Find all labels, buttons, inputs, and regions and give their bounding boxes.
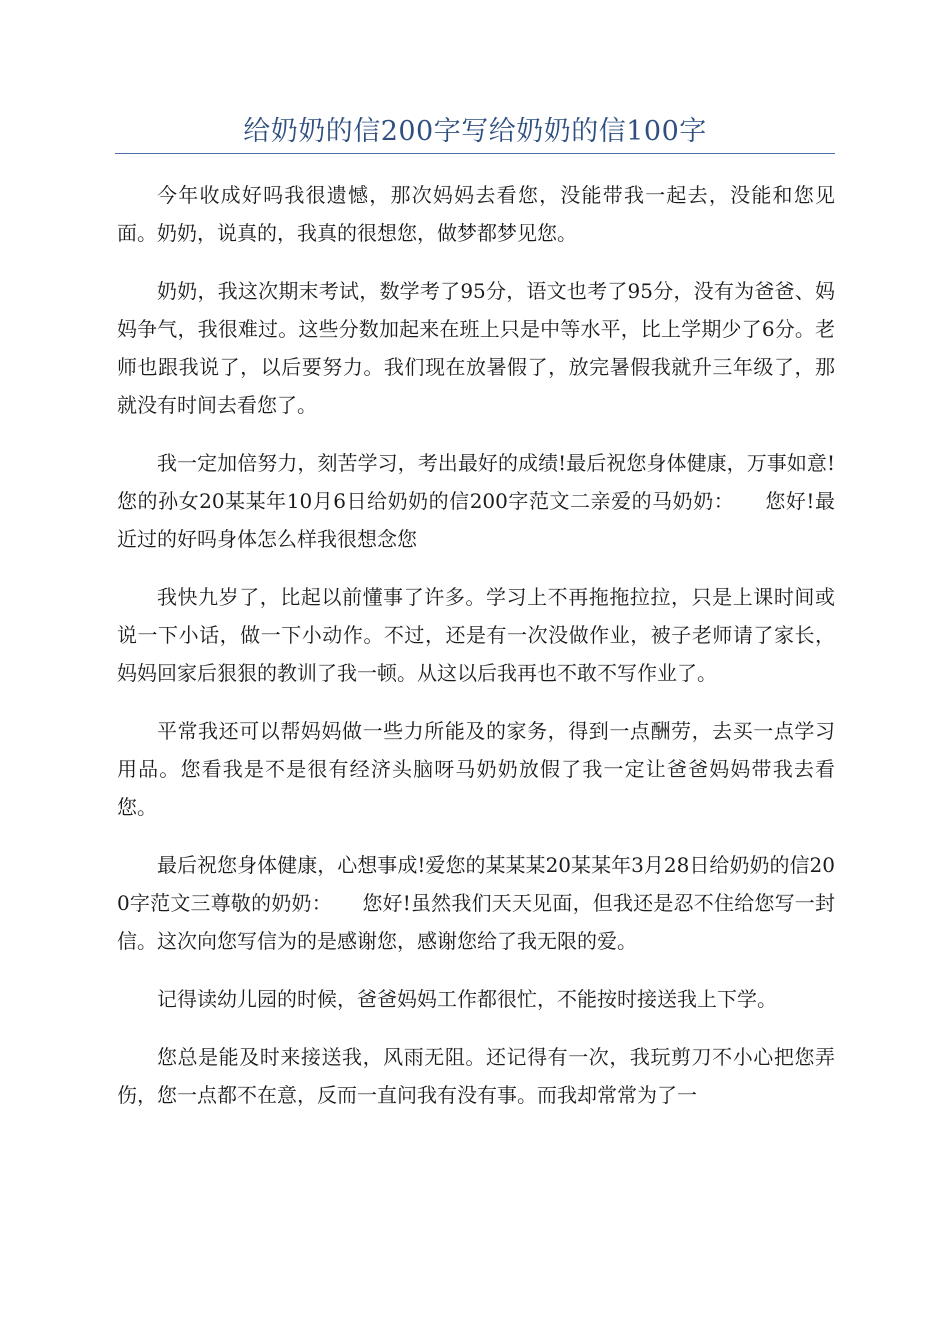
paragraph: 平常我还可以帮妈妈做一些力所能及的家务，得到一点酬劳，去买一点学习用品。您看我是不是很有经济头脑呀马奶奶放假了我一定让爸爸妈妈带我去看您。 xyxy=(117,719,835,819)
paragraph: 今年收成好吗我很遗憾，那次妈妈去看您，没能带我一起去，没能和您见面。奶奶，说真的，我真的很想您，做梦都梦见您。 xyxy=(117,183,835,245)
title-underline xyxy=(115,153,835,154)
page-title: 给奶奶的信200字写给奶奶的信100字 xyxy=(243,116,707,147)
paragraph: 记得读幼儿园的时候，爸爸妈妈工作都很忙，不能按时接送我上下学。 xyxy=(157,987,777,1011)
paragraph: 最后祝您身体健康，心想事成!爱您的某某某20某某年3月28日给奶奶的信200字范文三尊敬的奶奶： 您好!虽然我们天天见面，但我还是忍不住给您写一封信。这次向您写信为的是感谢您，感谢您给了我无限的爱。 xyxy=(117,853,835,953)
paragraph: 奶奶，我这次期末考试，数学考了95分，语文也考了95分，没有为爸爸、妈妈争气，我很难过。这些分数加起来在班上只是中等水平，比上学期少了6分。老师也跟我说了，以后要努力。我们现在放暑假了，放完暑假我就升三年级了，那就没有时间去看您了。 xyxy=(117,279,835,417)
paragraph: 我一定加倍努力，刻苦学习，考出最好的成绩!最后祝您身体健康，万事如意!您的孙女20某某年10月6日给奶奶的信200字范文二亲爱的马奶奶： 您好!最近过的好吗身体怎么样我很想念您 xyxy=(117,451,835,551)
letter-body xyxy=(117,176,835,1134)
paragraph: 我快九岁了，比起以前懂事了许多。学习上不再拖拖拉拉，只是上课时间或说一下小话，做一下小动作。不过，还是有一次没做作业，被子老师请了家长，妈妈回家后狠狠的教训了我一顿。从这以后我再也不敢不写作业了。 xyxy=(117,585,835,685)
paragraph: 您总是能及时来接送我，风雨无阻。还记得有一次，我玩剪刀不小心把您弄伤，您一点都不在意，反而一直问我有没有事。而我却常常为了一 xyxy=(117,1045,835,1107)
